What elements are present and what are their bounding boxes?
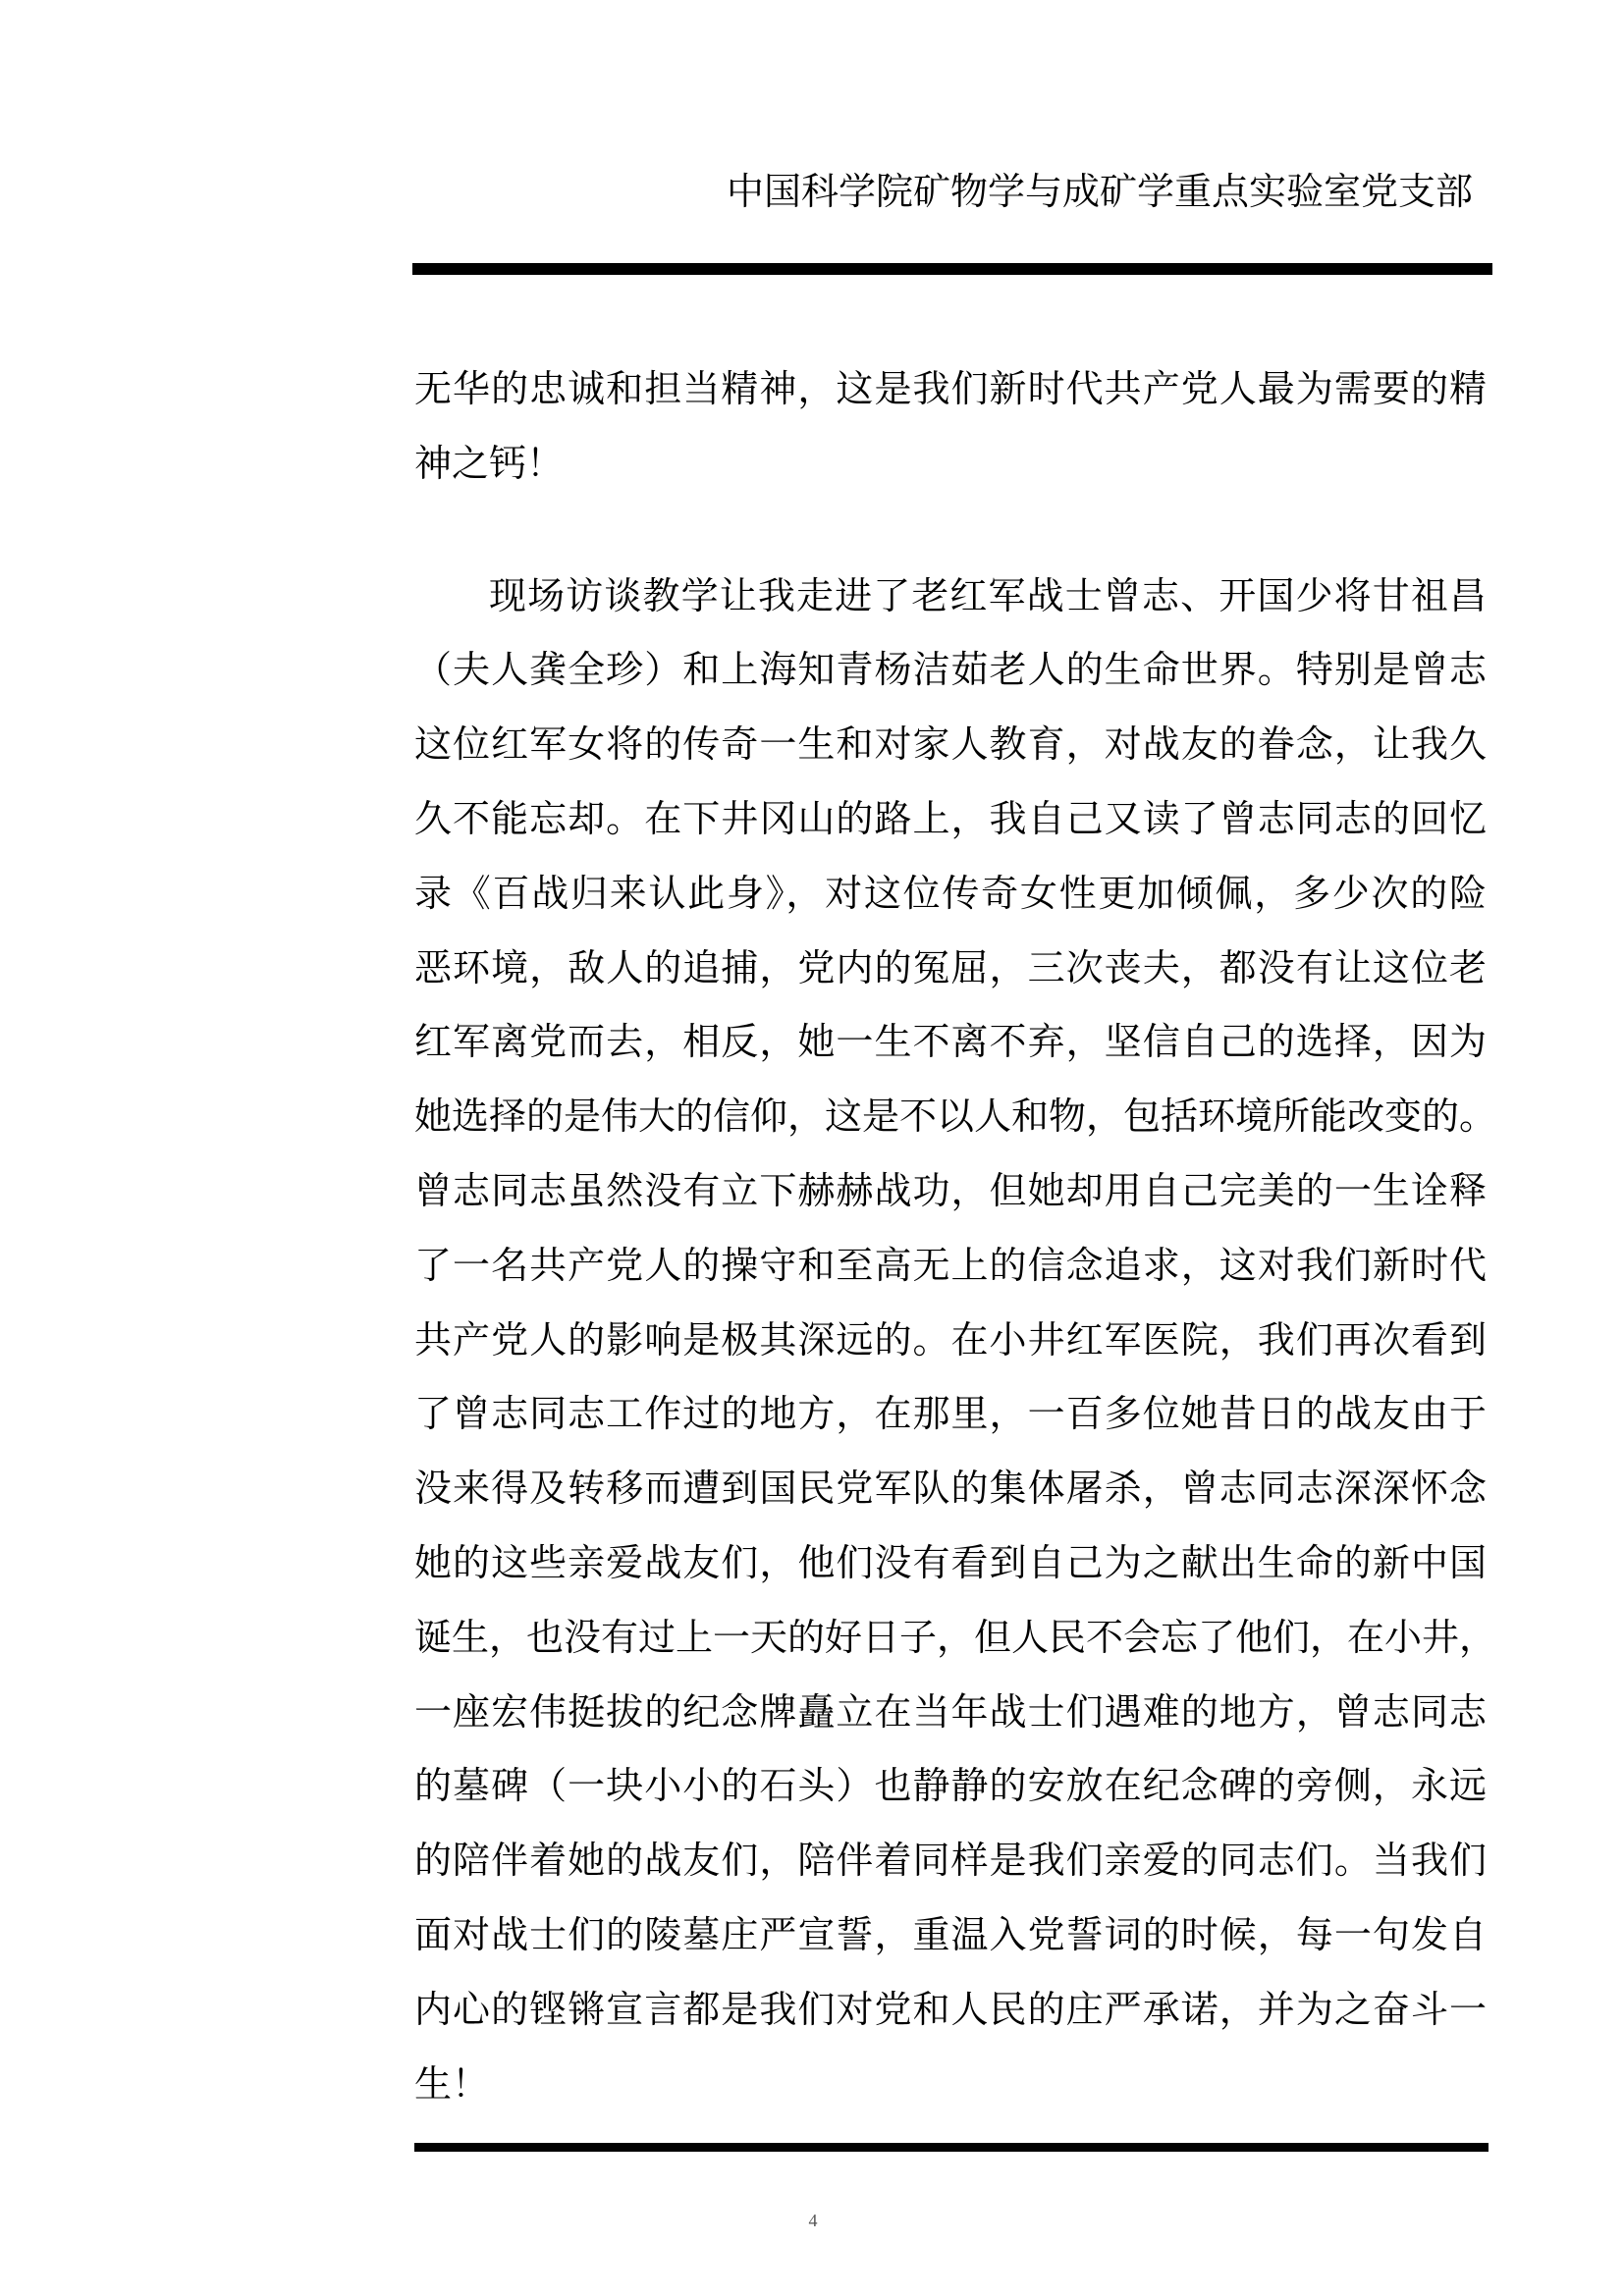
page-header-title: 中国科学院矿物学与成矿学重点实验室党支部 [726, 170, 1473, 213]
body-line: 面对战士们的陵墓庄严宣誓，重温入党誓词的时候，每一句发自 [414, 1912, 1487, 1956]
body-line: 的墓碑（一块小小的石头）也静静的安放在纪念碑的旁侧，永远 [414, 1764, 1487, 1808]
footer-rule [414, 2143, 1489, 2152]
body-line: （夫人龚全珍）和上海知青杨洁茹老人的生命世界。特别是曾志 [414, 648, 1487, 692]
body-line: 共产党人的影响是极其深远的。在小井红军医院，我们再次看到 [414, 1317, 1487, 1362]
body-line: 一座宏伟挺拔的纪念牌矗立在当年战士们遇难的地方，曾志同志 [414, 1689, 1487, 1734]
body-line: 红军离党而去，相反，她一生不离不弃，坚信自己的选择，因为 [414, 1020, 1487, 1064]
body-line: 了一名共产党人的操守和至高无上的信念追求，这对我们新时代 [414, 1243, 1487, 1287]
body-line: 生！ [414, 2061, 490, 2106]
body-line: 了曾志同志工作过的地方，在那里，一百多位她昔日的战友由于 [414, 1392, 1487, 1436]
body-line: 她选择的是伟大的信仰，这是不以人和物，包括环境所能改变的。 [414, 1095, 1497, 1139]
body-line: 录《百战归来认此身》，对这位传奇女性更加倾佩，多少次的险 [414, 871, 1487, 915]
body-line: 神之钙！ [414, 441, 565, 485]
page-number: 4 [808, 2211, 818, 2230]
body-text [414, 352, 1497, 2121]
body-line: 这位红军女将的传奇一生和对家人教育，对战友的眷念，让我久 [414, 722, 1487, 767]
body-line: 恶环境，敌人的追捕，党内的冤屈，三次丧夫，都没有让这位老 [414, 945, 1487, 989]
body-line: 她的这些亲爱战友们，他们没有看到自己为之献出生命的新中国 [414, 1540, 1487, 1584]
body-line: 没来得及转移而遭到国民党军队的集体屠杀，曾志同志深深怀念 [414, 1467, 1487, 1511]
body-line: 内心的铿锵宣言都是我们对党和人民的庄严承诺，并为之奋斗一 [414, 1987, 1487, 2031]
paragraph [414, 560, 1497, 2122]
body-line: 久不能忘却。在下井冈山的路上，我自己又读了曾志同志的回忆 [414, 796, 1487, 840]
body-line: 曾志同志虽然没有立下赫赫战功，但她却用自己完美的一生诠释 [414, 1168, 1487, 1212]
paragraph [414, 352, 1487, 502]
body-line: 无华的忠诚和担当精神，这是我们新时代共产党人最为需要的精 [414, 367, 1487, 410]
body-line: 的陪伴着她的战友们，陪伴着同样是我们亲爱的同志们。当我们 [414, 1839, 1487, 1883]
body-line: 现场访谈教学让我走进了老红军战士曾志、开国少将甘祖昌 [489, 573, 1487, 617]
header-rule [412, 263, 1492, 275]
body-line: 诞生，也没有过上一天的好日子，但人民不会忘了他们，在小井， [414, 1615, 1497, 1659]
